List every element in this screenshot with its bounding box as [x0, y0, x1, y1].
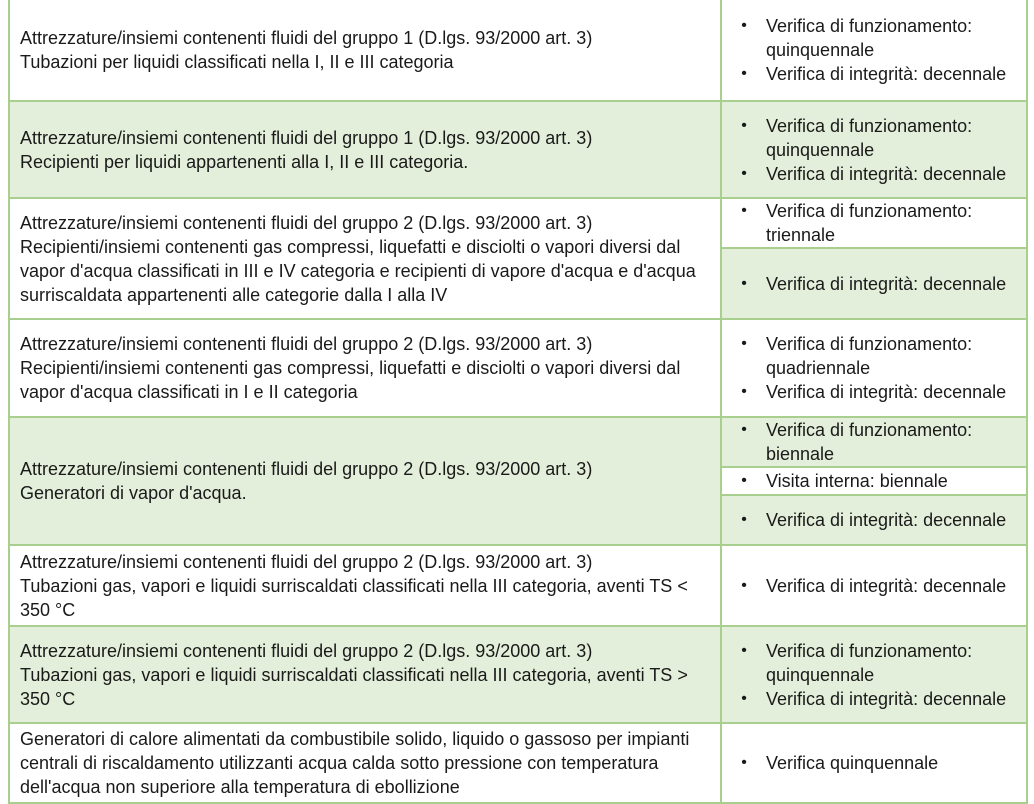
equipment-description-cell: [10, 546, 722, 625]
equipment-description-cell: [10, 627, 722, 722]
bullet-icon: •: [741, 471, 747, 489]
equipment-description: Attrezzature/insiemi contenenti fluidi del gruppo 2 (D.lgs. 93/2000 art. 3) Recipienti/insiemi contenenti gas compressi, liquefatti e disciolti o vapori diversi dal vapor d'acqua classificati in III e IV categoria e recipienti di vapore d'acqua e d'acqua surriscaldata appartenenti alle categorie dalla I alla IV: [20, 212, 696, 305]
equipment-description: Generatori di calore alimentati da combustibile solido, liquido o gassoso per impianti centrali di riscaldamento utilizzanti acqua calda sotto pressione con temperatura dell'acqua non superiore alla temperatura di ebollizione: [20, 729, 690, 797]
inspection-item: [722, 62, 1026, 86]
bullet-icon: •: [741, 274, 747, 292]
inspection-item: [722, 199, 1026, 247]
requirements-table: [8, 0, 1028, 804]
equipment-description: Attrezzature/insiemi contenenti fluidi del gruppo 1 (D.lgs. 93/2000 art. 3) Recipienti per liquidi appartenenti alla I, II e III categoria.: [20, 127, 593, 172]
table-row: [10, 199, 1026, 320]
inspection-item: [722, 418, 1026, 466]
table-row: [10, 546, 1026, 627]
table-row: [10, 320, 1026, 418]
inspection-item-text: Verifica di integrità: decennale: [766, 575, 1007, 596]
inspection-item-text: Verifica di integrità: decennale: [766, 273, 1007, 294]
inspection-item: [722, 574, 1026, 598]
inspection-item: [722, 162, 1026, 186]
bullet-icon: •: [741, 383, 747, 400]
inspection-item: [722, 14, 1026, 62]
inspection-subcell: [722, 320, 1026, 416]
inspection-subcell: [722, 247, 1026, 318]
inspection-item-text: Verifica di integrità: decennale: [766, 382, 1007, 402]
equipment-description-cell: [10, 199, 722, 318]
inspection-subcell: [722, 494, 1026, 544]
inspection-item-text: Verifica di funzionamento: quinquennale: [766, 115, 973, 160]
equipment-description: Attrezzature/insiemi contenenti fluidi del gruppo 1 (D.lgs. 93/2000 art. 3) Tubazioni per liquidi classificati nella I, II e III categoria: [20, 28, 593, 72]
inspection-item: [722, 332, 1026, 380]
inspection-subcell: [722, 627, 1026, 722]
inspection-schedule-cell: [722, 418, 1026, 544]
bullet-icon: •: [741, 65, 747, 82]
inspection-item-text: Verifica quinquennale: [766, 753, 939, 773]
inspection-item: [722, 380, 1026, 404]
inspection-subcell: [722, 102, 1026, 197]
table-row: [10, 418, 1026, 546]
inspection-subcell: [722, 418, 1026, 466]
equipment-description-cell: [10, 102, 722, 197]
inspection-item-text: Verifica di integrità: decennale: [766, 163, 1007, 184]
inspection-schedule-cell: [722, 627, 1026, 722]
inspection-schedule-cell: [722, 102, 1026, 197]
bullet-icon: •: [741, 164, 747, 182]
inspection-item: [722, 687, 1026, 711]
equipment-description: Attrezzature/insiemi contenenti fluidi del gruppo 2 (D.lgs. 93/2000 art. 3) Tubazioni gas, vapori e liquidi surriscaldati classificati nella III categoria, aventi TS < 350 °C: [20, 551, 688, 620]
bullet-icon: •: [741, 421, 747, 438]
inspection-item-text: Verifica di funzionamento: biennale: [766, 420, 973, 464]
table-row: [10, 724, 1026, 804]
equipment-description: Attrezzature/insiemi contenenti fluidi del gruppo 2 (D.lgs. 93/2000 art. 3) Generatori di vapor d'acqua.: [20, 459, 593, 503]
inspection-schedule-cell: [722, 199, 1026, 318]
inspection-item-text: Verifica di funzionamento: quinquennale: [766, 16, 973, 60]
bullet-icon: •: [741, 641, 747, 659]
inspection-item: [722, 272, 1026, 296]
equipment-description-cell: [10, 0, 722, 100]
inspection-item-text: Verifica di funzionamento: triennale: [766, 201, 973, 245]
table-row: [10, 102, 1026, 199]
inspection-schedule-cell: [722, 546, 1026, 625]
table-row: [10, 0, 1026, 102]
inspection-item: [722, 639, 1026, 687]
inspection-schedule-cell: [722, 0, 1026, 100]
inspection-schedule-cell: [722, 320, 1026, 416]
inspection-subcell: [722, 466, 1026, 494]
inspection-subcell: [722, 546, 1026, 625]
inspection-item: [722, 508, 1026, 532]
inspection-item-text: Verifica di integrità: decennale: [766, 688, 1007, 709]
inspection-subcell: [722, 724, 1026, 802]
table-row: [10, 627, 1026, 724]
inspection-item: [722, 114, 1026, 162]
equipment-description: Attrezzature/insiemi contenenti fluidi del gruppo 2 (D.lgs. 93/2000 art. 3) Tubazioni gas, vapori e liquidi surriscaldati classificati nella III categoria, aventi TS > 350 °C: [20, 640, 688, 709]
inspection-item-text: Verifica di integrità: decennale: [766, 64, 1007, 84]
bullet-icon: •: [741, 116, 747, 134]
inspection-subcell: [722, 199, 1026, 247]
equipment-description-cell: [10, 418, 722, 544]
bullet-icon: •: [741, 754, 747, 771]
bullet-icon: •: [741, 576, 747, 594]
inspection-item-text: Verifica di funzionamento: quadriennale: [766, 334, 973, 378]
equipment-description-cell: [10, 320, 722, 416]
inspection-item-text: Visita interna: biennale: [766, 470, 948, 491]
bullet-icon: •: [741, 202, 747, 219]
inspection-item-text: Verifica di integrità: decennale: [766, 509, 1007, 530]
inspection-schedule-cell: [722, 724, 1026, 802]
equipment-description-cell: [10, 724, 722, 802]
bullet-icon: •: [741, 17, 747, 34]
bullet-icon: •: [741, 335, 747, 352]
inspection-item: [722, 469, 1026, 493]
inspection-item: [722, 751, 1026, 775]
bullet-icon: •: [741, 689, 747, 707]
bullet-icon: •: [741, 510, 747, 528]
equipment-description: Attrezzature/insiemi contenenti fluidi del gruppo 2 (D.lgs. 93/2000 art. 3) Recipienti/insiemi contenenti gas compressi, liquefatti e disciolti o vapori diversi dal vapor d'acqua classificati in I e II categoria: [20, 334, 681, 402]
inspection-item-text: Verifica di funzionamento: quinquennale: [766, 640, 973, 685]
inspection-subcell: [722, 0, 1026, 100]
